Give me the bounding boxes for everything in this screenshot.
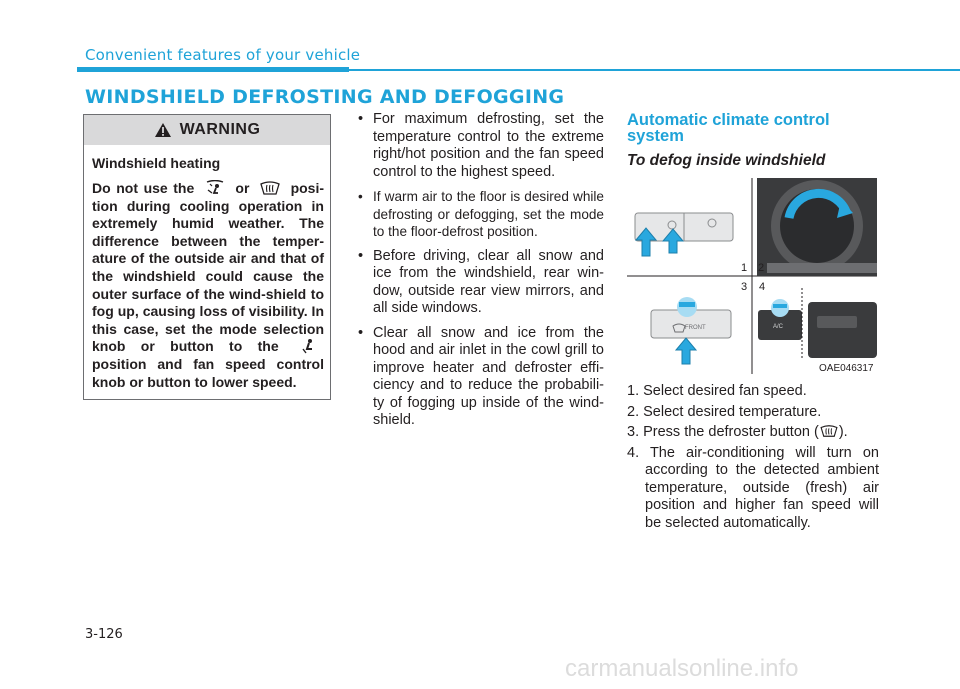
- front-defrost-button-panel: [651, 297, 731, 364]
- watermark: carmanualsonline.info: [565, 655, 799, 682]
- defroster-icon: [259, 180, 281, 196]
- ac-button-panel: [758, 288, 877, 358]
- ac-button-label: A/C: [773, 324, 784, 330]
- procedure-steps: [627, 383, 879, 535]
- page-number: 3-126: [85, 627, 123, 642]
- header-rule-thick: [77, 67, 349, 72]
- figure-code: OAE046317: [819, 363, 874, 374]
- warning-text: [92, 180, 324, 391]
- figure-label-4: 4: [759, 281, 766, 293]
- list-item: • Before driving, clear all snow and ice from the windshield, rear win-dow, outside rear view mirrors, and all side windows.: [355, 248, 604, 318]
- climate-control-figure: [627, 178, 877, 378]
- header-rule-thin: [349, 69, 960, 71]
- figure-label-2: 2: [758, 262, 765, 274]
- section-header: Convenient features of your vehicle: [85, 46, 361, 64]
- warning-text-part1: Do not use the: [92, 180, 195, 196]
- step-1: 1. Select desired fan speed.: [627, 383, 807, 399]
- procedure-heading: To defog inside windshield: [627, 152, 826, 169]
- step-3-text: 3. Press the defroster button (: [627, 424, 819, 440]
- page-title: WINDSHIELD DEFROSTING AND DEFOGGING: [85, 86, 565, 108]
- list-item: • Clear all snow and ice from the hood and air inlet in the cowl grill to improve heater and defroster effi-ciency and to reduce the probabili-ty of fogging up inside of the wind-shield.: [355, 325, 604, 430]
- figure-label-1: 1: [741, 262, 748, 274]
- floor-defrost-mode-icon: [204, 180, 226, 196]
- step-3-end: ).: [838, 424, 848, 440]
- section-subheading: Automatic climate control system: [627, 111, 830, 145]
- warning-text-part3: position and fan speed control knob or button to lower speed.: [92, 355, 324, 390]
- floor-mode-icon: [298, 338, 320, 354]
- list-item: • For maximum defrosting, set the temperature control to the extreme right/hot position and the fan speed control to the highest speed.: [355, 111, 604, 181]
- temperature-knob-panel: [757, 178, 877, 276]
- figure-label-3: 3: [741, 281, 748, 293]
- warning-triangle-icon: [154, 122, 172, 138]
- warning-label: WARNING: [179, 121, 261, 138]
- step-3: [627, 424, 879, 442]
- mode-buttons-panel: [635, 213, 733, 256]
- front-button-label: FRONT: [685, 325, 706, 331]
- list-item: • If warm air to the floor is desired while defrosting or defogging, set the mode to the floor-defrost position.: [355, 188, 604, 241]
- defroster-icon: [819, 424, 839, 438]
- warning-text-or: or: [235, 180, 250, 196]
- tips-list: [355, 111, 604, 437]
- warning-subtitle: Windshield heating: [92, 155, 221, 171]
- warning-box: [83, 114, 331, 400]
- climate-control-illustration: [627, 178, 877, 378]
- warning-header: [84, 115, 330, 145]
- step-4: 4. The air-conditioning will turn on according to the detected ambient temperature, outside (fresh) air position and higher fan speed will be selected automatically.: [627, 444, 879, 531]
- warning-text-part2: posi-tion during cooling operation in extremely humid weather. The difference between the temper-ature of the outside air and that of the windshield could cause the outer surface of the wind-shield to fog up, causing loss of visibility. In this case, set the mode selection knob or button to the: [92, 180, 325, 355]
- step-2: 2. Select desired temperature.: [627, 403, 822, 420]
